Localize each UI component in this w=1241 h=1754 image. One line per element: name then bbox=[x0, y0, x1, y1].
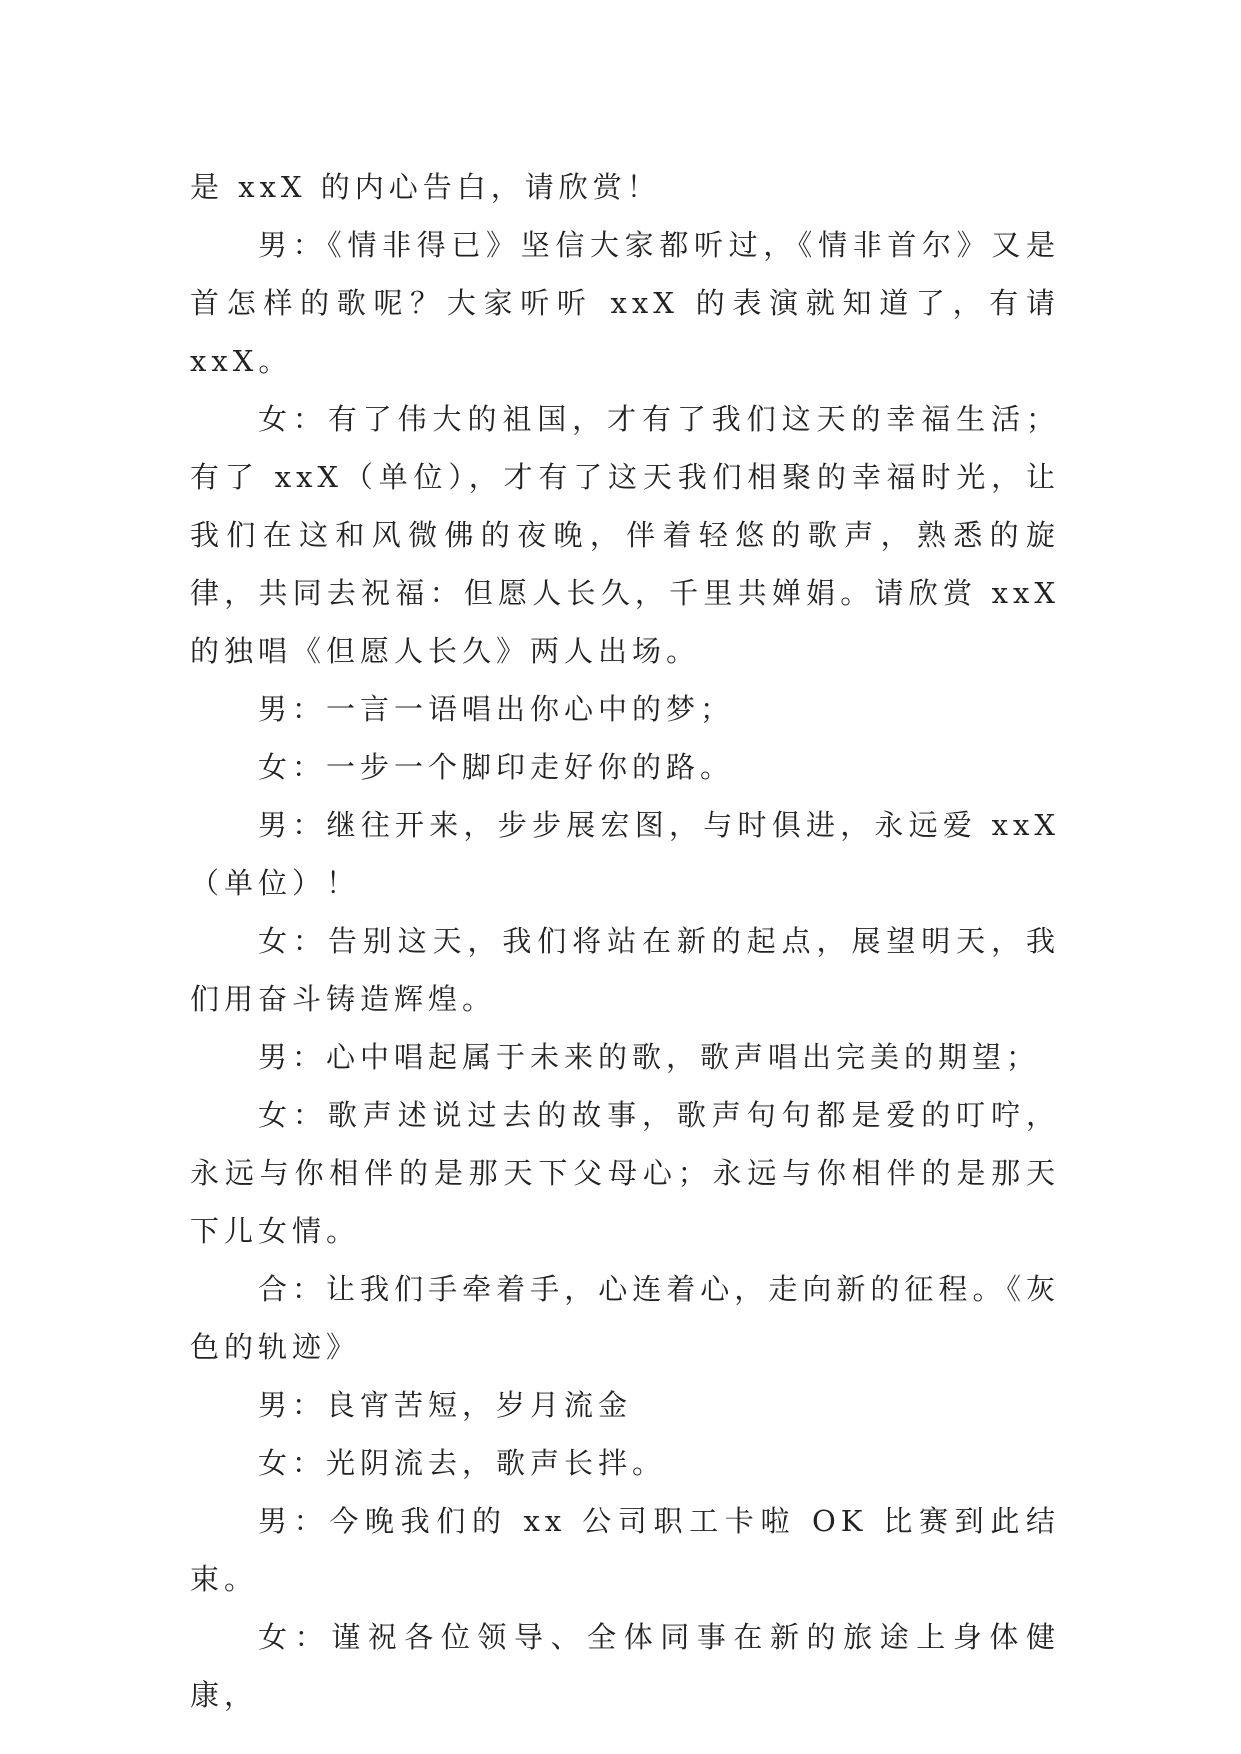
paragraph-female-motherland: 女：有了伟大的祖国，才有了我们这天的幸福生活；有了 xxX（单位），才有了这天我们相聚的幸福时光，让我们在这和风微佛的夜晚，伴着轻悠的歌声，熟悉的旋律，共同去祝福：但愿人长久，千里共婵娟。请欣赏 xxX 的独唱《但愿人长久》两人出场。 bbox=[190, 402, 1060, 668]
paragraph-continuation: 是 xxX 的内心告白，请欣赏！ bbox=[190, 170, 661, 204]
paragraph-male-ending: 男：今晚我们的 xx 公司职工卡啦 OK 比赛到此结束。 bbox=[190, 1504, 1060, 1596]
paragraph-male-dream: 男：一言一语唱出你心中的梦； bbox=[258, 692, 735, 726]
paragraph-female-farewell: 女：告别这天，我们将站在新的起点，展望明天，我们用奋斗铸造辉煌。 bbox=[190, 924, 1060, 1016]
document-body bbox=[190, 158, 1060, 1724]
paragraph-together: 合：让我们手牵着手，心连着心，走向新的征程。《灰色的轨迹》 bbox=[190, 1272, 1060, 1364]
paragraph-female-stories: 女：歌声述说过去的故事，歌声句句都是爱的叮咛，永远与你相伴的是那天下父母心；永远与你相伴的是那天下儿女情。 bbox=[190, 1098, 1060, 1248]
paragraph-female-time: 女：光阴流去，歌声长拌。 bbox=[258, 1446, 667, 1480]
paragraph-female-wishes: 女：谨祝各位领导、全体同事在新的旅途上身体健康， bbox=[190, 1620, 1060, 1712]
paragraph-female-road: 女：一步一个脚印走好你的路。 bbox=[258, 750, 735, 784]
paragraph-male-night: 男：良宵苦短，岁月流金 bbox=[258, 1388, 633, 1422]
paragraph-male-future-song: 男：心中唱起属于未来的歌，歌声唱出完美的期望； bbox=[258, 1040, 1041, 1074]
paragraph-male-love-unit: 男：继往开来，步步展宏图，与时俱进，永远爱 xxX（单位）！ bbox=[190, 808, 1060, 900]
paragraph-male-qingfei: 男：《情非得已》坚信大家都听过，《情非首尔》又是首怎样的歌呢？大家听听 xxX 的表演就知道了，有请 xxX。 bbox=[190, 228, 1060, 378]
